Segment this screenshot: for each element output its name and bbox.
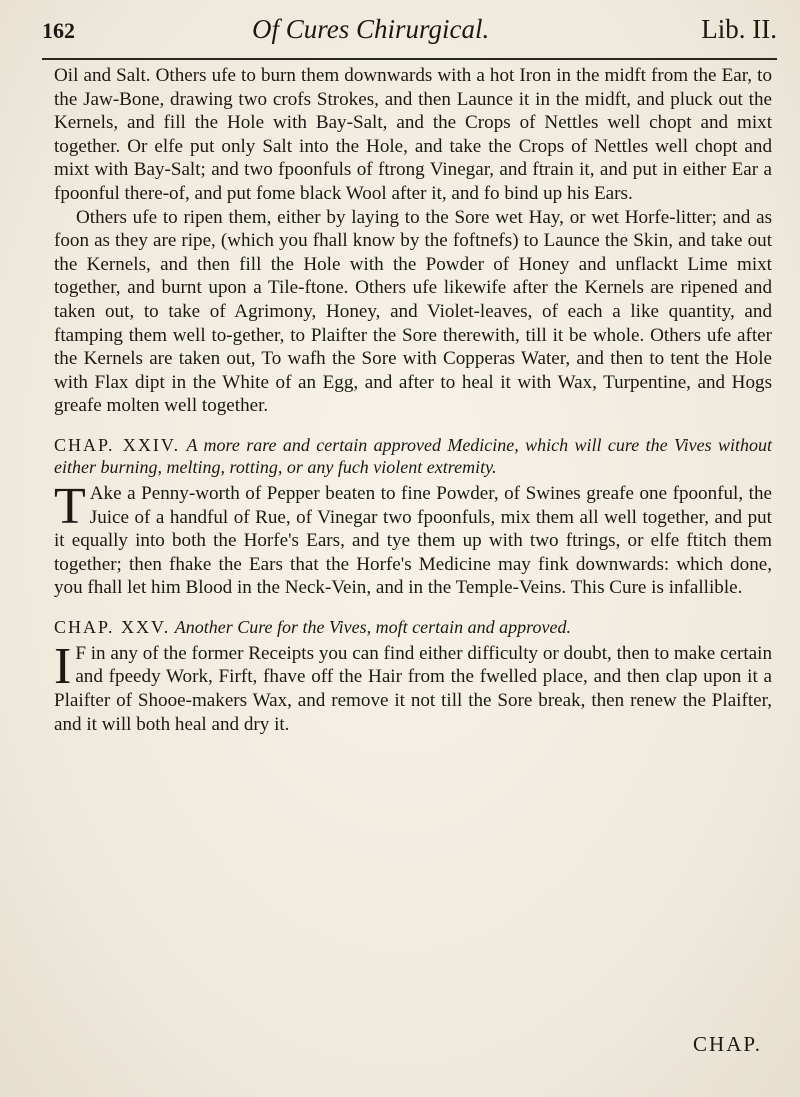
chapter-text [54, 477, 772, 600]
page-header [42, 12, 777, 56]
header-rule [42, 58, 777, 60]
catchword: CHAP. [693, 1032, 762, 1056]
book-reference: Lib. II. [701, 14, 777, 44]
running-title: Of Cures Chirurgical. [252, 14, 490, 44]
drop-cap: I [54, 637, 72, 695]
chapter-label: CHAP. XXV. [54, 616, 171, 637]
chapter-description: Another Cure for the Vives, moft certain and approved. [174, 616, 571, 637]
chapter-body: F in any of the former Receipts you can find either difficulty or doubt, then to make certain and fpeedy Work, Firft, fhave off the Hair from the fwelled place, and then clap upon it a Plaifter of Shooe-makers Wax, and remove it not till the Sore break, then renew the Plaifter, and it will both heal and dry it. [54, 642, 772, 735]
chapter-heading [54, 434, 772, 478]
drop-cap: T [54, 477, 86, 535]
page-body [54, 64, 772, 736]
chapter-heading [54, 616, 772, 638]
page-number: 162 [42, 18, 75, 43]
paragraph-continued: Oil and Salt. Others ufe to burn them downwards with a hot Iron in the midft from the Ear, to the Jaw-Bone, drawing two crofs Strokes, and then Launce it in the midft, and pluck out the Kernels, and fill the Hole with Bay-Salt, and the Crops of Nettles well chopt and mixt together. Or elfe put only Salt into the Hole, and take the Crops of Nettles well chopt and mixt with Bay-Salt; and two fpoonfuls of ftrong Vinegar, and ftrain it, and put in either Ear a fpoonful there-of, and put fome black Wool after it, and fo bind up his Ears. [54, 65, 772, 204]
chapter-description: A more rare and certain approved Medicine, which will cure the Vives without either burning, melting, rotting, or any fuch violent extremity. [54, 434, 772, 477]
chapter-label: CHAP. XXIV. [54, 434, 181, 455]
chapter-text [54, 637, 772, 736]
paragraph: Others ufe to ripen them, either by laying to the Sore wet Hay, or wet Horfe-litter; and as foon as they are ripe, (which you fhall know by the foftnefs) to Launce the Skin, and take out the Kernels, and then fill the Hole with the Powder of Honey and unflackt Lime mixt together, and burnt upon a Tile-ftone. Others ufe likewife after the Kernels are ripened and taken out, to take of Agrimony, Honey, and Violet-leaves, of each a like quantity, and ftamping them well to-gether, to Plaifter the Sore therewith, till it be whole. Others ufe after the Kernels are taken out, To wafh the Sore with Copperas Water, and then to tent the Hole with Flax dipt in the White of an Egg, and after to heal it with Wax, Turpentine, and Hogs greafe molten well together. [54, 206, 772, 417]
chapter-body: Ake a Penny-worth of Pepper beaten to fine Powder, of Swines greafe one fpoonful, the Juice of a handful of Rue, of Vinegar two fpoonfuls, mix them all well together, and put it equally into both the Horfe's Ears, and tye them up with two ftrings, or elfe ftitch them together; then fhake the Ears that the Horfe's Medicine may fink downwards: which done, you fhall let him Blood in the Neck-Vein, and in the Temple-Veins. This Cure is infallible. [54, 482, 772, 599]
